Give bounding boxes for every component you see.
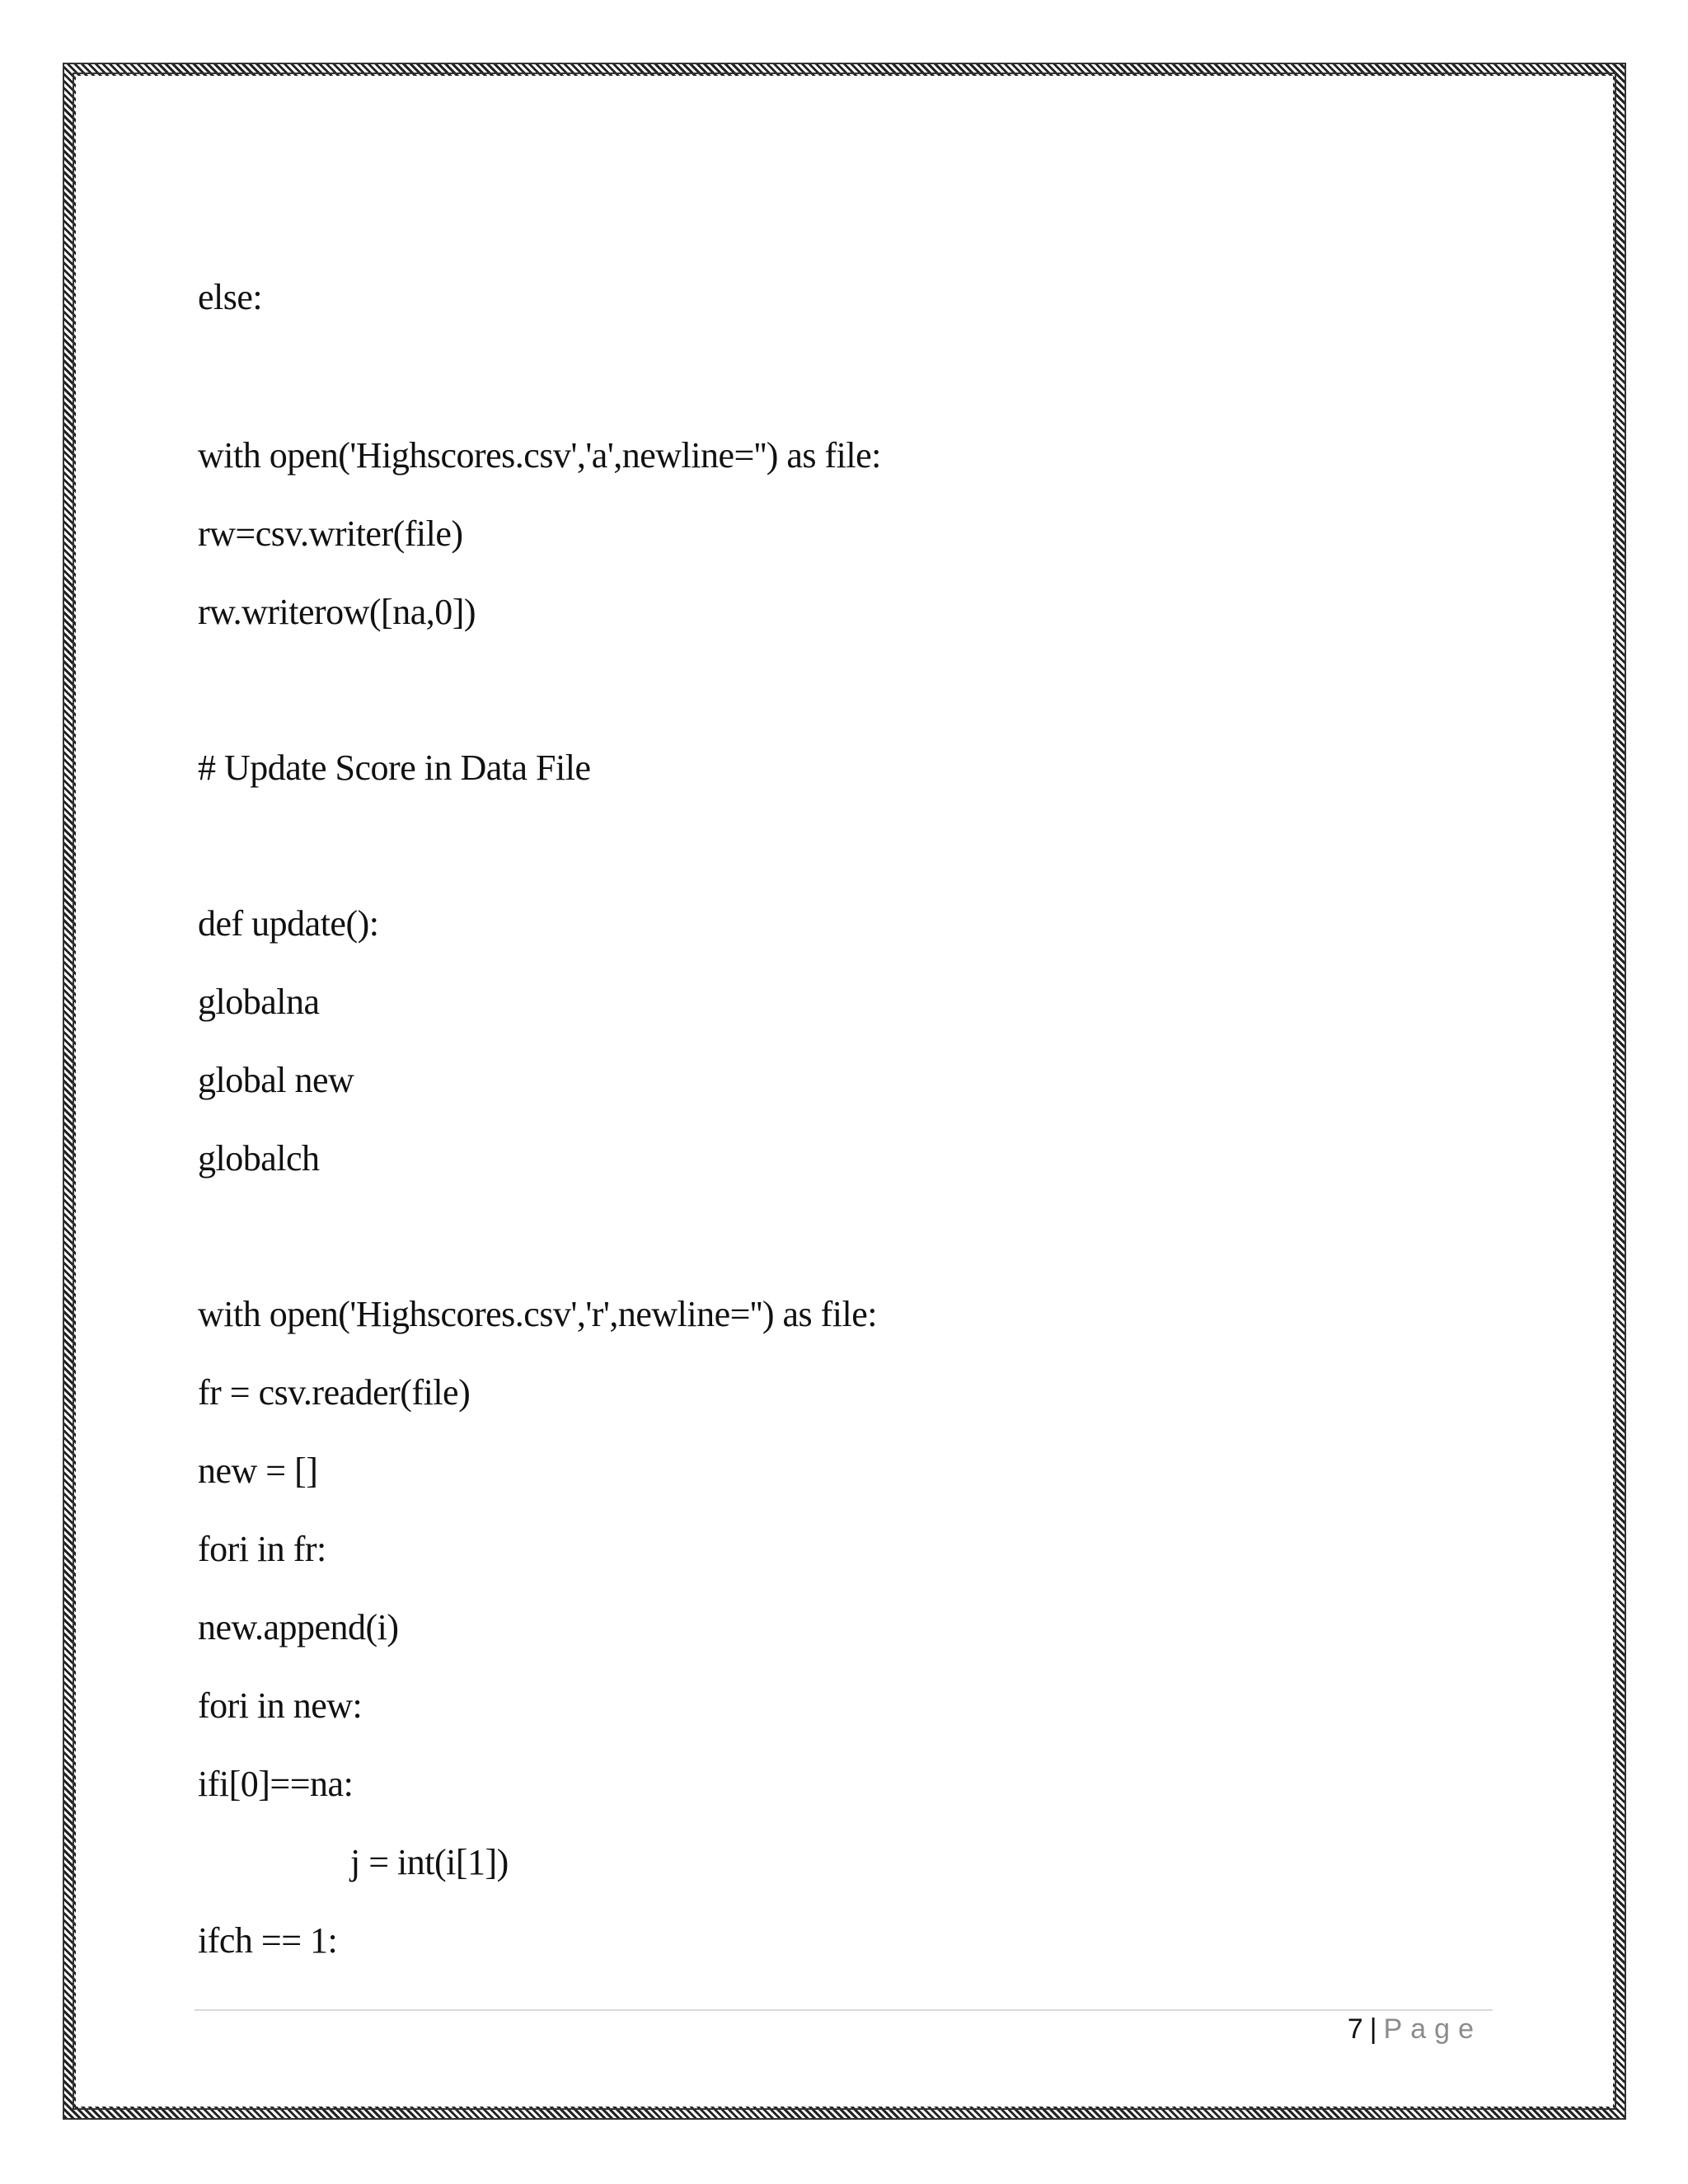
footer-separator: | [1369,2013,1377,2045]
code-line-global-na: globalna [198,982,320,1022]
code-line-if-ch: ifch == 1: [198,1920,338,1961]
code-line-else: else: [198,277,263,317]
code-line-new-list: new = [] [198,1451,318,1491]
code-line-writerow: rw.writerow([na,0]) [198,592,476,632]
code-line-for-fr: fori in fr: [198,1529,326,1569]
code-comment-update: # Update Score in Data File [198,748,591,788]
code-line-def-update: def update(): [198,903,379,944]
code-line-append: new.append(i) [198,1607,399,1647]
code-line-writer: rw=csv.writer(file) [198,513,463,554]
code-line-open-read: with open('Highscores.csv','r',newline='') as file: [198,1294,877,1334]
code-line-global-ch: globalch [198,1138,320,1179]
footer-divider [195,2009,1493,2011]
code-line-int-score: j = int(i[1]) [350,1842,509,1882]
page-footer [1348,2011,1482,2047]
page-label: Page [1383,2013,1482,2045]
page-number: 7 [1347,2013,1363,2045]
code-line-for-new: fori in new: [198,1685,363,1726]
code-line-reader: fr = csv.reader(file) [198,1372,471,1413]
code-line-if-na: ifi[0]==na: [198,1764,354,1804]
code-line-open-append: with open('Highscores.csv','a',newline='') as file: [198,435,881,476]
code-line-global-new: global new [198,1060,354,1100]
